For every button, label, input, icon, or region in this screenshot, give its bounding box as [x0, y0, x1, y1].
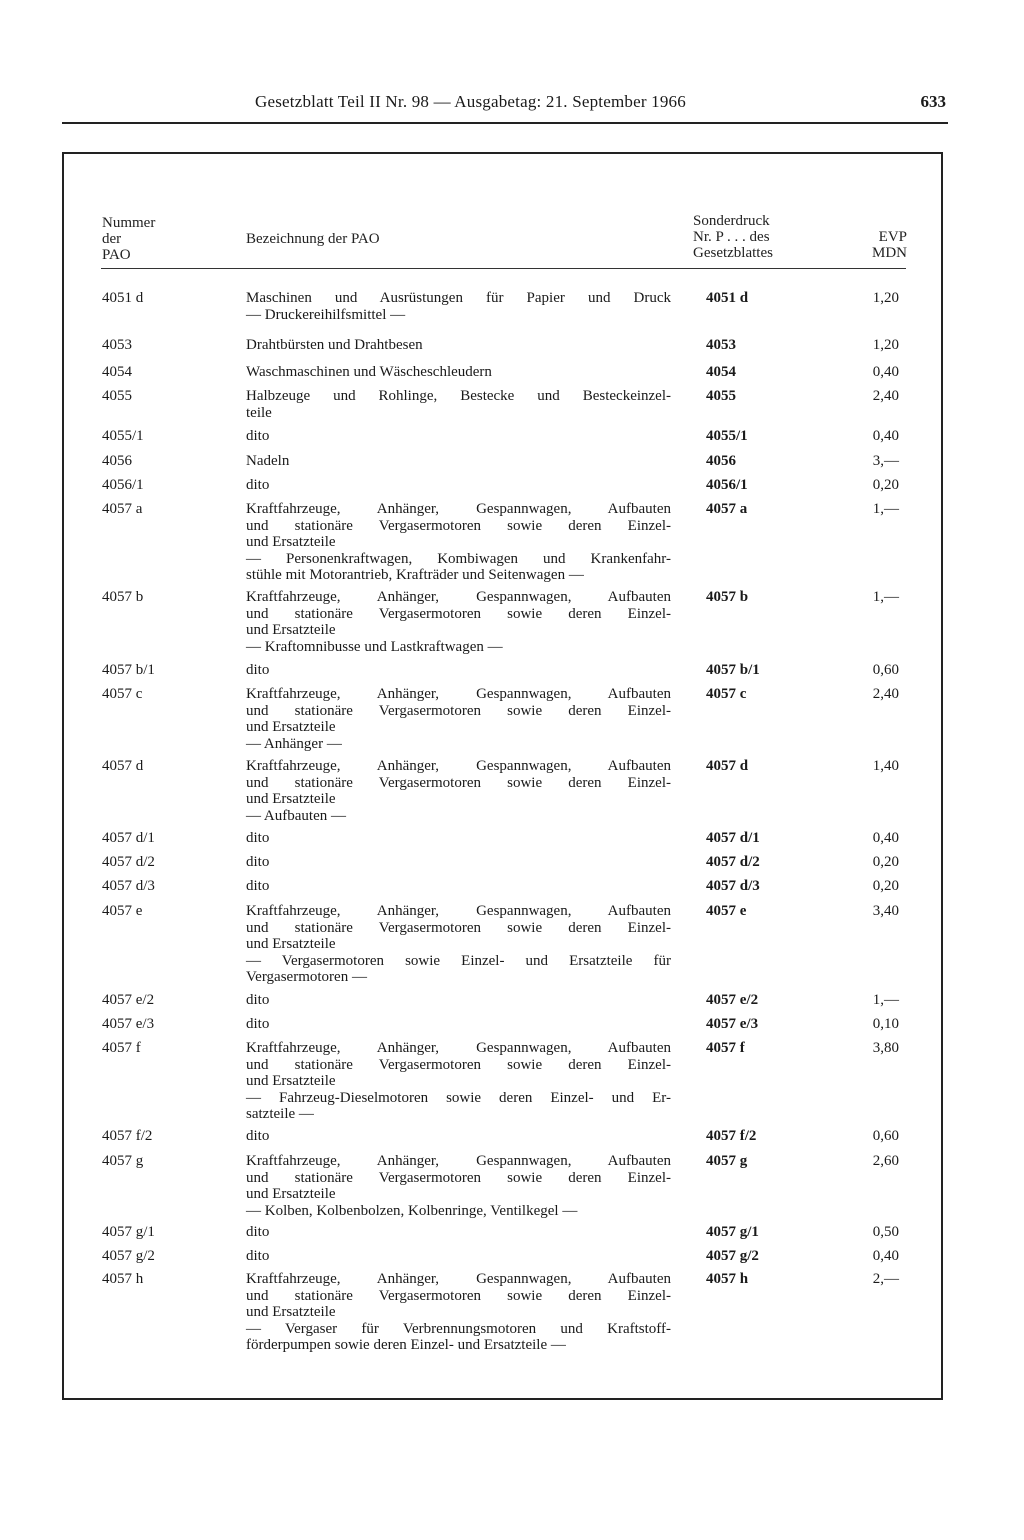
pao-number: 4055/1: [102, 428, 144, 444]
pao-number: 4057 a: [102, 501, 143, 517]
description-line: Maschinen und Ausrüstungen für Papier und Druck: [246, 290, 671, 306]
description-line: und stationäre Vergasermotoren sowie deren Einzel-: [246, 605, 671, 622]
pao-description: [246, 1248, 671, 1265]
price-value: 0,60: [872, 662, 899, 678]
column-header-number: Nummer der PAO: [102, 215, 156, 263]
description-line: Kraftfahrzeuge, Anhänger, Gespannwagen, Aufbauten: [246, 686, 671, 702]
pao-description: [246, 364, 671, 381]
price-value: 2,40: [872, 388, 899, 404]
description-line: Drahtbürsten und Drahtbesen: [246, 337, 423, 353]
special-print-number: 4054: [706, 364, 736, 380]
description-line: dito: [246, 477, 270, 493]
pao-description: [246, 1224, 671, 1241]
column-header-special-print: Sonderdruck Nr. P . . . des Gesetzblattes: [693, 213, 773, 261]
price-value: 0,40: [872, 830, 899, 846]
special-print-number: 4057 d/3: [706, 878, 760, 894]
description-line: und stationäre Vergasermotoren sowie deren Einzel-: [246, 702, 671, 719]
description-line: Kraftfahrzeuge, Anhänger, Gespannwagen, Aufbauten: [246, 1153, 671, 1169]
special-print-number: 4057 c: [706, 686, 747, 702]
special-print-number: 4056/1: [706, 477, 748, 493]
description-line: dito: [246, 1128, 270, 1144]
description-line: und stationäre Vergasermotoren sowie deren Einzel-: [246, 1056, 671, 1073]
special-print-number: 4057 e: [706, 903, 747, 919]
description-line: dito: [246, 992, 270, 1008]
pao-number: 4057 f/2: [102, 1128, 153, 1144]
special-print-number: 4055: [706, 388, 736, 404]
pao-number: 4057 e: [102, 903, 143, 919]
description-line: und stationäre Vergasermotoren sowie deren Einzel-: [246, 1169, 671, 1186]
price-value: 1,40: [872, 758, 899, 774]
pao-number: 4053: [102, 337, 132, 353]
pao-number: 4057 b/1: [102, 662, 155, 678]
page-header: [62, 92, 948, 122]
description-line: Halbzeuge und Rohlinge, Bestecke und Besteckeinzel-: [246, 388, 671, 404]
header-rule: [62, 122, 948, 124]
description-line: und stationäre Vergasermotoren sowie deren Einzel-: [246, 1287, 671, 1304]
pao-description: [246, 1128, 671, 1145]
pao-number: 4057 g: [102, 1153, 144, 1169]
pao-description: [246, 662, 671, 679]
pao-description: [246, 854, 671, 871]
pao-number: 4055: [102, 388, 132, 404]
price-value: 0,40: [872, 428, 899, 444]
description-line: Nadeln: [246, 453, 290, 469]
description-line: und Ersatzteile: [246, 534, 336, 550]
special-print-number: 4057 d/1: [706, 830, 760, 846]
special-print-number: 4057 a: [706, 501, 748, 517]
price-value: 2,40: [872, 686, 899, 702]
pao-number: 4051 d: [102, 290, 144, 306]
pao-number: 4057 d/1: [102, 830, 155, 846]
description-line: Kraftfahrzeuge, Anhänger, Gespannwagen, Aufbauten: [246, 501, 671, 517]
pao-description: [246, 589, 671, 655]
description-line: Kraftfahrzeuge, Anhänger, Gespannwagen, Aufbauten: [246, 758, 671, 774]
pao-description: [246, 878, 671, 895]
description-line: Kraftfahrzeuge, Anhänger, Gespannwagen, Aufbauten: [246, 1040, 671, 1056]
description-line: dito: [246, 1248, 270, 1264]
description-line: Vergasermotoren —: [246, 969, 367, 985]
pao-description: [246, 903, 671, 986]
description-line: und Ersatzteile: [246, 936, 336, 952]
page-number: 633: [920, 92, 946, 111]
pao-description: [246, 428, 671, 445]
special-print-number: 4057 h: [706, 1271, 749, 1287]
pao-number: 4057 c: [102, 686, 143, 702]
description-line: dito: [246, 830, 270, 846]
pao-number: 4057 d: [102, 758, 144, 774]
description-line: dito: [246, 878, 270, 894]
pao-number: 4054: [102, 364, 132, 380]
special-print-number: 4057 g: [706, 1153, 748, 1169]
description-line: Kraftfahrzeuge, Anhänger, Gespannwagen, Aufbauten: [246, 903, 671, 919]
price-value: 0,10: [872, 1016, 899, 1032]
column-header-description: Bezeichnung der PAO: [246, 231, 380, 247]
price-value: 0,20: [872, 854, 899, 870]
pao-description: [246, 1271, 671, 1354]
pao-number: 4057 e/2: [102, 992, 155, 1008]
price-value: 2,—: [872, 1271, 899, 1287]
special-print-number: 4057 d/2: [706, 854, 760, 870]
description-line: und Ersatzteile: [246, 622, 336, 638]
special-print-number: 4057 e/2: [706, 992, 759, 1008]
pao-number: 4057 d/3: [102, 878, 155, 894]
special-print-number: 4057 d: [706, 758, 749, 774]
pao-number: 4056: [102, 453, 132, 469]
description-line: dito: [246, 428, 270, 444]
pao-description: [246, 477, 671, 494]
description-line: und Ersatzteile: [246, 1073, 336, 1089]
description-line: — Aufbauten —: [246, 807, 346, 824]
pao-number: 4057 d/2: [102, 854, 155, 870]
pao-number: 4057 e/3: [102, 1016, 155, 1032]
description-line: Kraftfahrzeuge, Anhänger, Gespannwagen, Aufbauten: [246, 589, 671, 605]
special-print-number: 4057 f: [706, 1040, 745, 1056]
description-line: — Druckereihilfsmittel —: [246, 306, 406, 323]
header-title: Gesetzblatt Teil II Nr. 98 — Ausgabetag: 21. September 1966: [255, 92, 686, 111]
description-line: und Ersatzteile: [246, 791, 336, 807]
special-print-number: 4056: [706, 453, 736, 469]
description-line: — Vergaser für Verbrennungsmotoren und Kraftstoff-: [246, 1320, 671, 1337]
special-print-number: 4057 f/2: [706, 1128, 757, 1144]
price-value: 0,20: [872, 878, 899, 894]
pao-description: [246, 992, 671, 1009]
pao-number: 4057 h: [102, 1271, 144, 1287]
special-print-number: 4057 e/3: [706, 1016, 759, 1032]
pao-description: [246, 1040, 671, 1123]
price-value: 0,60: [872, 1128, 899, 1144]
description-line: stühle mit Motorantrieb, Krafträder und Seitenwagen —: [246, 567, 584, 583]
pao-number: 4057 g/1: [102, 1224, 155, 1240]
pao-description: [246, 388, 671, 421]
price-value: 2,60: [872, 1153, 899, 1169]
description-line: — Kolben, Kolbenbolzen, Kolbenringe, Ventilkegel —: [246, 1202, 578, 1219]
description-line: — Personenkraftwagen, Kombiwagen und Krankenfahr-: [246, 550, 671, 567]
pao-number: 4057 f: [102, 1040, 141, 1056]
description-line: — Vergasermotoren sowie Einzel- und Ersatzteile für: [246, 952, 671, 969]
pao-description: [246, 501, 671, 584]
column-header-price: EVP MDN: [871, 229, 907, 261]
description-line: und stationäre Vergasermotoren sowie deren Einzel-: [246, 517, 671, 534]
special-print-number: 4057 g/2: [706, 1248, 759, 1264]
special-print-number: 4051 d: [706, 290, 749, 306]
description-line: satzteile —: [246, 1106, 314, 1122]
description-line: dito: [246, 854, 270, 870]
pao-description: [246, 830, 671, 847]
special-print-number: 4057 g/1: [706, 1224, 759, 1240]
price-value: 3,—: [872, 453, 899, 469]
price-value: 0,50: [872, 1224, 899, 1240]
pao-description: [246, 453, 671, 470]
price-value: 0,40: [872, 1248, 899, 1264]
special-print-number: 4053: [706, 337, 736, 353]
pao-description: [246, 758, 671, 824]
description-line: Waschmaschinen und Wäscheschleudern: [246, 364, 492, 380]
description-line: und Ersatzteile: [246, 1186, 336, 1202]
price-value: 3,40: [872, 903, 899, 919]
description-line: teile: [246, 404, 272, 421]
price-value: 3,80: [872, 1040, 899, 1056]
description-line: — Kraftomnibusse und Lastkraftwagen —: [246, 638, 503, 655]
special-print-number: 4055/1: [706, 428, 748, 444]
pao-description: [246, 686, 671, 752]
pao-number: 4057 b: [102, 589, 144, 605]
price-value: 1,20: [872, 290, 899, 306]
description-line: und stationäre Vergasermotoren sowie deren Einzel-: [246, 774, 671, 791]
pao-number: 4057 g/2: [102, 1248, 155, 1264]
column-header-rule: [101, 268, 906, 269]
description-line: Kraftfahrzeuge, Anhänger, Gespannwagen, Aufbauten: [246, 1271, 671, 1287]
price-value: 1,—: [872, 589, 899, 605]
description-line: und Ersatzteile: [246, 1304, 336, 1320]
pao-number: 4056/1: [102, 477, 144, 493]
description-line: und stationäre Vergasermotoren sowie deren Einzel-: [246, 919, 671, 936]
description-line: dito: [246, 662, 270, 678]
description-line: förderpumpen sowie deren Einzel- und Ersatzteile —: [246, 1337, 566, 1353]
special-print-number: 4057 b/1: [706, 662, 760, 678]
pao-description: [246, 1016, 671, 1033]
description-line: und Ersatzteile: [246, 719, 336, 735]
price-value: 1,20: [872, 337, 899, 353]
description-line: dito: [246, 1224, 270, 1240]
pao-description: [246, 290, 671, 323]
price-value: 0,40: [872, 364, 899, 380]
description-line: dito: [246, 1016, 270, 1032]
description-line: — Anhänger —: [246, 735, 342, 752]
pao-description: [246, 1153, 671, 1219]
price-value: 0,20: [872, 477, 899, 493]
price-value: 1,—: [872, 501, 899, 517]
description-line: — Fahrzeug-Dieselmotoren sowie deren Einzel- und Er-: [246, 1089, 671, 1106]
price-value: 1,—: [872, 992, 899, 1008]
pao-description: [246, 337, 671, 354]
special-print-number: 4057 b: [706, 589, 749, 605]
